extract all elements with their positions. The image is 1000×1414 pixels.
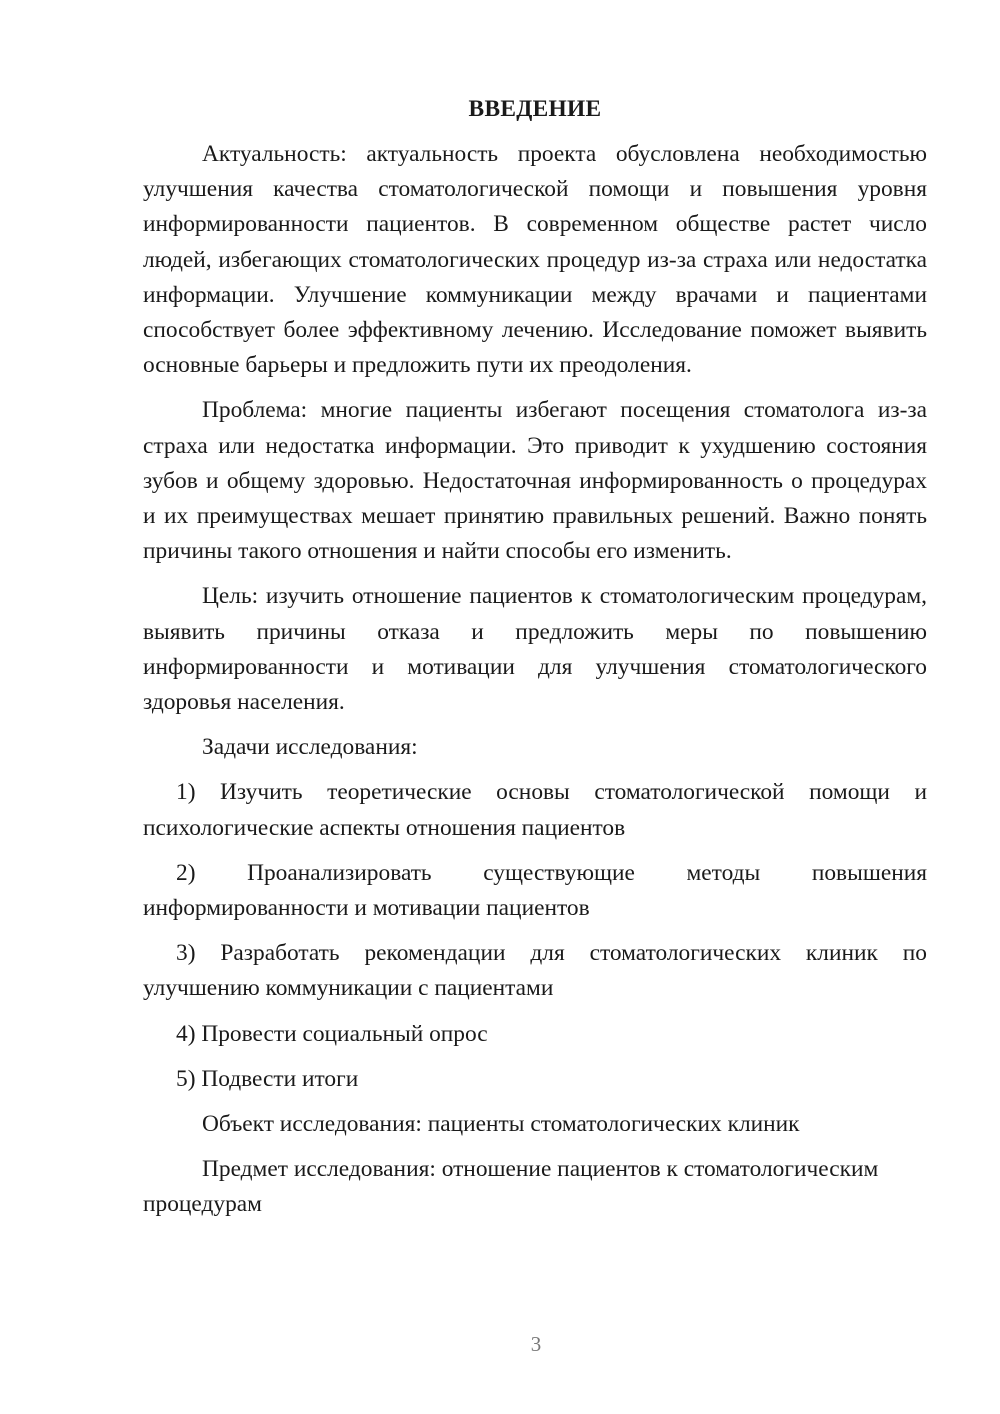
task-item-4: 4) Провести социальный опрос <box>176 1020 488 1047</box>
task-item-2: 2) Проанализировать существующие методы повышения информированности и мотивации пациентов <box>143 859 927 922</box>
tasks-heading: Задачи исследования: <box>202 734 418 761</box>
document-body <box>143 92 927 1233</box>
goal-paragraph: Цель: изучить отношение пациентов к стоматологическим процедурам, выявить причины отказа и предложить меры по повышению информированности и мотивации для улучшения стоматологического здоровья населения. <box>143 583 927 716</box>
task-item-1: 1) Изучить теоретические основы стоматологической помощи и психологические аспекты отношения пациентов <box>143 779 927 841</box>
page-title: ВВЕДЕНИЕ <box>468 96 602 122</box>
research-subject: Предмет исследования: отношение пациентов к стоматологическим процедурам <box>143 1156 879 1218</box>
task-item-3: 3) Разработать рекомендации для стоматологических клиник по улучшению коммуникации с пациентами <box>143 940 927 1002</box>
research-object: Объект исследования: пациенты стоматологических клиник <box>202 1111 800 1138</box>
task-item-5: 5) Подвести итоги <box>176 1065 359 1092</box>
problem-paragraph: Проблема: многие пациенты избегают посещения стоматолога из-за страха или недостатка информации. Это приводит к ухудшению состояния зубов и общему здоровью. Недостаточная информированность о процедурах и их преимуществах мешает принятию правильных решений. Важно понять причины такого отношения и найти способы его изменить. <box>143 397 927 565</box>
relevance-paragraph: Актуальность: актуальность проекта обусловлена необходимостью улучшения качества стоматологической помощи и повышения уровня информированности пациентов. В современном обществе растет число людей, избегающих стоматологических процедур из-за страха или недостатка информации. Улучшение коммуникации между врачами и пациентами способствует более эффективному лечению. Исследование поможет выявить основные барьеры и предложить пути их преодоления. <box>143 141 927 379</box>
page-number: 3 <box>530 1332 542 1356</box>
